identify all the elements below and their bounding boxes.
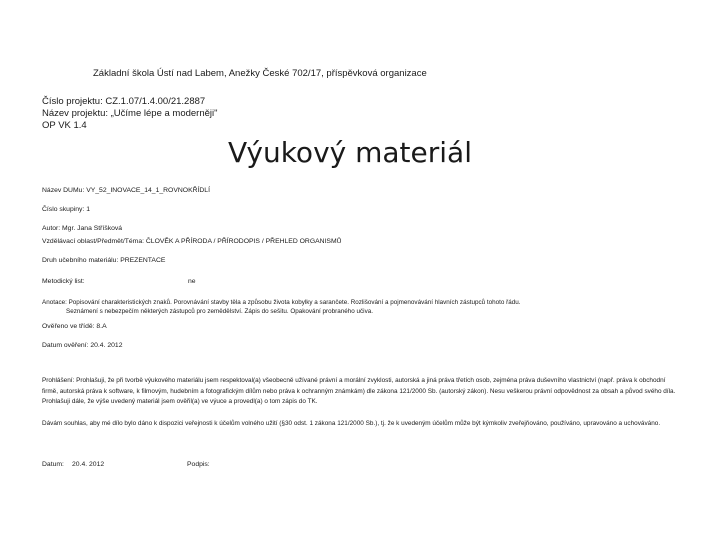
school-header: Základní škola Ústí nad Labem, Anežky České 702/17, příspěvková organizace	[93, 68, 427, 79]
signature-label: Podpis:	[187, 461, 210, 468]
project-op: OP VK 1.4	[42, 120, 87, 131]
project-name: Název projektu: „Učíme lépe a moderněji"	[42, 108, 218, 119]
methodology-label: Metodický list:	[42, 278, 85, 285]
annotation-line1: Anotace: Popisování charakteristických znaků. Porovnávání stavby těla a způsobu života kobylky a sarančete. Rozlišování a pojmenovávání hlavních zástupců tohoto řádu.	[42, 299, 521, 306]
consent-text: Dávám souhlas, aby mé dílo bylo dáno k dispozici veřejnosti k účelům volného užití (§30 odst. 1 zákona 121/2000 Sb.), tj. že k uvedeným účelům může být kýmkoliv zveřejňováno, používáno, upravováno a uchováváno.	[42, 420, 661, 427]
page-title: Výukový materiál	[228, 136, 472, 169]
annotation-line2: Seznámení s nebezpečím některých zástupců pro zemědělství. Zápis do sešitu. Opakování probraného učiva.	[66, 308, 373, 315]
verified-class: Ověřeno ve třídě: 8.A	[42, 323, 107, 330]
group-number: Číslo skupiny: 1	[42, 206, 90, 213]
date-label: Datum:	[42, 461, 64, 468]
project-number: Číslo projektu: CZ.1.07/1.4.00/21.2887	[42, 96, 206, 107]
verified-date: Datum ověření: 20.4. 2012	[42, 342, 123, 349]
declaration-text: Prohlášení: Prohlašuji, že při tvorbě výukového materiálu jsem respektoval(a) všeobecně užívané právní a morální zvyklosti, autorská a jiná práva třetích osob, zejména práva duševního vlastnictví (např. práva k obchodní firmě, autorská práva k software, k filmovým, hudebním a fotografickým dílům nebo práva k ochranným známkám) dle zákona 121/2000 Sb. (autorský zákon). Nesu veškerou právní odpovědnost za obsah a původ svého díla. Prohlašuji dále, že výše uvedený materiál jsem ověřil(a) ve výuce a provedl(a) o tom zápis do TK.	[42, 377, 676, 405]
dum-name: Název DUMu: VY_52_INOVACE_14_1_ROVNOKŘÍDLÍ	[42, 187, 210, 194]
subject-area: Vzdělávací oblast/Předmět/Téma: ČLOVĚK A PŘÍRODA / PŘÍRODOPIS / PŘEHLED ORGANISMŮ	[42, 238, 342, 245]
material-type: Druh učebního materiálu: PREZENTACE	[42, 257, 166, 264]
methodology-value: ne	[188, 278, 196, 285]
date-value: 20.4. 2012	[72, 461, 105, 468]
author: Autor: Mgr. Jana Stříšková	[42, 225, 123, 232]
